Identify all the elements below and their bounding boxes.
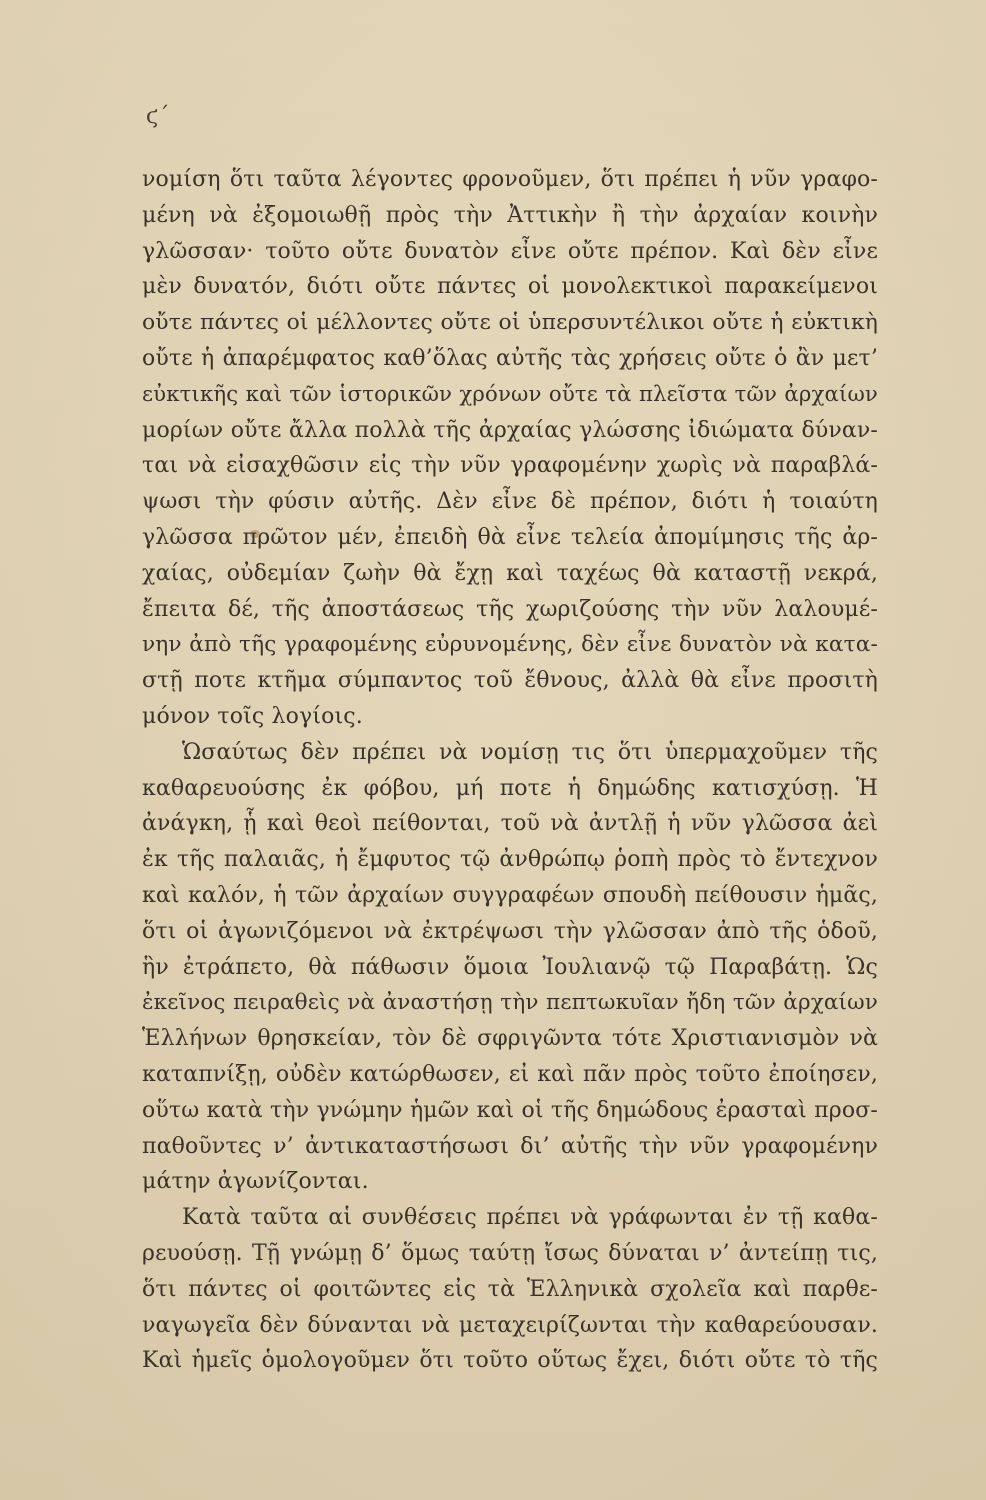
text-line: μένη νὰ ἐξομοιωθῇ πρὸς τὴν Ἀττικὴν ἢ τὴν ἀρχαίαν κοινὴν: [142, 202, 878, 228]
text-line: νην ἀπὸ τῆς γραφομένης εὐρυνομένης, δὲν εἶνε δυνατὸν νὰ κατα-: [142, 632, 878, 658]
text-line: ὅτι πάντες οἱ φοιτῶντες εἰς τὰ Ἑλληνικὰ σχολεῖα καὶ παρθε-: [142, 1276, 878, 1302]
text-line: ρευούσῃ. Τῇ γνώμῃ δ’ ὅμως ταύτῃ ἴσως δύναται ν’ ἀντείπῃ τις,: [142, 1240, 878, 1266]
text-line: μορίων οὔτε ἄλλα πολλὰ τῆς ἀρχαίας γλώσσης ἰδιώματα δύναν-: [142, 417, 878, 443]
text-line-paragraph-start: Κατὰ ταῦτα αἱ συνθέσεις πρέπει νὰ γράφωνται ἐν τῇ καθα-: [182, 1205, 878, 1231]
text-line: ὅτι οἱ ἀγωνιζόμενοι νὰ ἐκτρέψωσι τὴν γλῶσσαν ἀπὸ τῆς ὁδοῦ,: [142, 918, 878, 944]
text-line: Ἑλλήνων θρησκείαν, τὸν δὲ σφριγῶντα τότε Χριστιανισμὸν νὰ: [142, 1026, 878, 1052]
text-line: καθαρευούσης ἐκ φόβου, μή ποτε ἡ δημώδης κατισχύσῃ. Ἡ: [142, 775, 878, 801]
text-line: νομίση ὅτι ταῦτα λέγοντες φρονοῦμεν, ὅτι πρέπει ἡ νῦν γραφο-: [142, 167, 878, 192]
text-line: παθοῦντες ν’ ἀντικαταστήσωσι δι’ αὐτῆς τὴν νῦν γραφομένην: [142, 1133, 878, 1159]
text-line: ἀνάγκη, ᾗ καὶ θεοὶ πείθονται, τοῦ νὰ ἀντλῇ ἡ νῦν γλῶσσα ἀεὶ: [142, 811, 878, 837]
body-text: [142, 162, 878, 1379]
text-line: στῇ ποτε κτῆμα σύμπαντος τοῦ ἔθνους, ἀλλὰ θὰ εἶνε προσιτὴ: [142, 668, 878, 694]
text-line: καὶ καλόν, ἡ τῶν ἀρχαίων συγγραφέων σπουδὴ πείθουσιν ἡμᾶς,: [142, 882, 878, 908]
text-line-paragraph-end: μόνον τοῖς λογίοις.: [142, 703, 363, 729]
text-line-paragraph-start: Ὡσαύτως δὲν πρέπει νὰ νομίσῃ τις ὅτι ὑπερμαχοῦμεν τῆς: [182, 739, 878, 765]
text-line: ἐκεῖνος πειραθεὶς νὰ ἀναστήσῃ τὴν πεπτωκυῖαν ἤδη τῶν ἀρχαίων: [142, 990, 878, 1016]
text-line: γλῶσσαν· τοῦτο οὔτε δυνατὸν εἶνε οὔτε πρέπον. Καὶ δὲν εἶνε: [142, 238, 878, 264]
text-line: γλῶσσα πρῶτον μέν, ἐπειδὴ θὰ εἶνε τελεία ἀπομίμησις τῆς ἀρ-: [142, 524, 878, 550]
text-line: χαίας, οὐδεμίαν ζωὴν θὰ ἔχῃ καὶ ταχέως θὰ καταστῇ νεκρά,: [142, 560, 878, 586]
text-line: οὕτω κατὰ τὴν γνώμην ἡμῶν καὶ οἱ τῆς δημώδους ἐρασταὶ προσ-: [142, 1097, 878, 1123]
text-line: ἔπειτα δέ, τῆς ἀποστάσεως τῆς χωριζούσης τὴν νῦν λαλουμέ-: [142, 596, 878, 622]
text-line: ἐκ τῆς παλαιᾶς, ἡ ἔμφυτος τῷ ἀνθρώπῳ ῥοπὴ πρὸς τὸ ἔντεχνον: [142, 847, 878, 873]
text-line: καταπνίξῃ, οὐδὲν κατώρθωσεν, εἰ καὶ πᾶν πρὸς τοῦτο ἐποίησεν,: [142, 1061, 878, 1087]
text-line: ται νὰ εἰσαχθῶσιν εἰς τὴν νῦν γραφομένην χωρὶς νὰ παραβλά-: [142, 453, 878, 479]
text-line: ἣν ἐτράπετο, θὰ πάθωσιν ὅμοια Ἰουλιανῷ τῷ Παραβάτῃ. Ὡς: [142, 954, 878, 980]
text-line: εὐκτικῆς καὶ τῶν ἱστορικῶν χρόνων οὔτε τὰ πλεῖστα τῶν ἀρχαίων: [142, 381, 878, 407]
text-line: ψωσι τὴν φύσιν αὐτῆς. Δὲν εἶνε δὲ πρέπον, διότι ἡ τοιαύτη: [142, 489, 878, 515]
page-number: ϛ΄: [146, 104, 170, 129]
text-line: Καὶ ἡμεῖς ὁμολογοῦμεν ὅτι τοῦτο οὕτως ἔχει, διότι οὔτε τὸ τῆς: [142, 1348, 878, 1374]
text-line: μὲν δυνατόν, διότι οὔτε πάντες οἱ μονολεκτικοὶ παρακείμενοι: [142, 274, 878, 300]
text-line: οὔτε πάντες οἱ μέλλοντες οὔτε οἱ ὑπερσυντέλικοι οὔτε ἡ εὐκτικὴ: [142, 310, 878, 336]
text-line: οὔτε ἡ ἀπαρέμφατος καθ’ὅλας αὐτῆς τὰς χρήσεις οὔτε ὁ ἂν μετ’: [142, 345, 878, 371]
text-line: ναγωγεῖα δὲν δύνανται νὰ μεταχειρίζωνται τὴν καθαρεύουσαν.: [142, 1312, 878, 1338]
text-line-paragraph-end: μάτην ἀγωνίζονται.: [142, 1169, 369, 1195]
